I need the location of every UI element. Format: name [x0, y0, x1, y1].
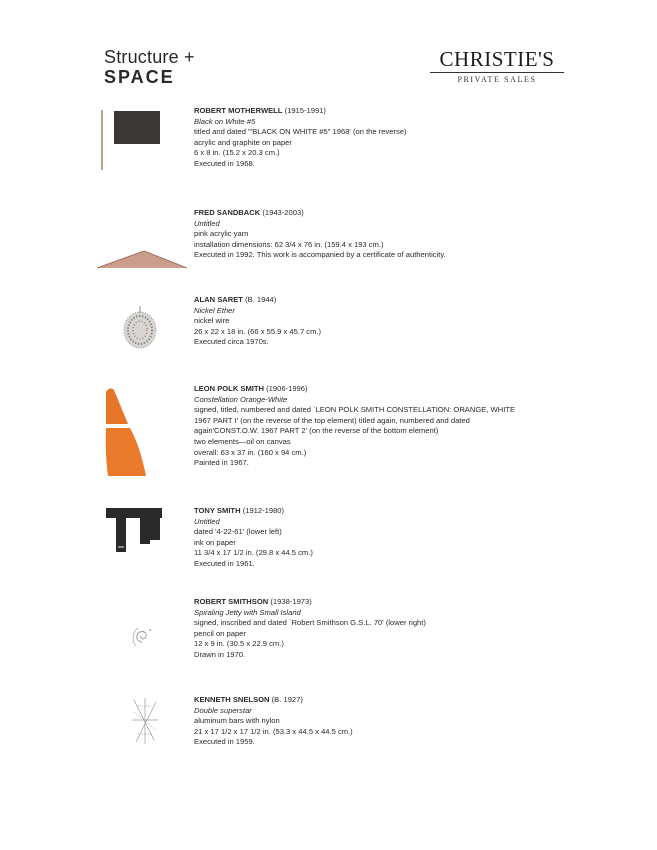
- detail-line: Drawn in 1970.: [194, 649, 246, 659]
- detail-line: signed, inscribed and dated `Robert Smithson G.S.L. 70' (lower right): [194, 618, 426, 628]
- artist-dates: (1915-1991): [284, 106, 326, 115]
- detail-line: Executed in 1961.: [194, 558, 255, 568]
- saret-artwork-thumbnail: [118, 302, 162, 354]
- polk-smith-artwork-thumbnail: [104, 384, 150, 482]
- artwork-title: Black on White #5: [194, 116, 256, 126]
- logo-rule: [430, 72, 564, 73]
- lot-saret: [194, 295, 524, 348]
- artist-name: LEON POLK SMITH: [194, 384, 265, 393]
- detail-line: dated '4-22-61' (lower left): [194, 527, 282, 537]
- lot-snelson: [194, 695, 524, 748]
- smithson-artwork-thumbnail: [126, 620, 158, 652]
- artist-name: ALAN SARET: [194, 295, 243, 304]
- detail-line: Painted in 1967.: [194, 458, 249, 468]
- lot-sandback: [194, 208, 524, 261]
- brand-line1: Structure +: [104, 47, 195, 67]
- lot-motherwell: [194, 106, 524, 170]
- detail-line: two elements—oil on canvas: [194, 436, 291, 446]
- detail-line: 1967 PART I' (on the reverse of the top element) titled again, numbered and dated: [194, 415, 470, 425]
- brand-line2: SPACE: [104, 67, 175, 87]
- artist-name: ROBERT MOTHERWELL: [194, 106, 283, 115]
- private-sales-label: PRIVATE SALES: [457, 75, 537, 84]
- detail-line: 21 x 17 1/2 x 17 1/2 in. (53.3 x 44.5 x 44.5 cm.): [194, 726, 353, 736]
- detail-line: 26 x 22 x 18 in. (66 x 55.9 x 45.7 cm.): [194, 326, 322, 336]
- lot-smithson: [194, 597, 524, 661]
- artist-name: FRED SANDBACK: [194, 208, 261, 217]
- detail-line: pink acrylic yarn: [194, 229, 249, 239]
- structure-space-logo: [104, 48, 195, 87]
- detail-line: 6 x 8 in. (15.2 x 20.3 cm.): [194, 148, 280, 158]
- motherwell-artwork-thumbnail: [100, 108, 166, 172]
- detail-line: pencil on paper: [194, 628, 246, 638]
- artwork-title: Double superstar: [194, 705, 252, 715]
- artist-dates: (B. 1944): [245, 295, 277, 304]
- detail-line: 11 3/4 x 17 1/2 in. (29.8 x 44.5 cm.): [194, 548, 313, 558]
- detail-line: titled and dated '"BLACK ON WHITE #5" 1968' (on the reverse): [194, 127, 407, 137]
- snelson-artwork-thumbnail: [128, 696, 162, 748]
- artwork-title: Nickel Ether: [194, 305, 235, 315]
- detail-line: Executed in 1968.: [194, 158, 255, 168]
- detail-line: Executed circa 1970s.: [194, 337, 269, 347]
- lot-polk-smith: [194, 384, 524, 469]
- detail-line: installation dimensions: 62 3/4 x 76 in. (159.4 x 193 cm.): [194, 239, 384, 249]
- artist-dates: (1912-1980): [242, 506, 285, 515]
- lot-tony-smith: [194, 506, 524, 570]
- artist-dates: (1938-1973): [270, 597, 312, 606]
- artist-dates: (1906-1996): [266, 384, 308, 393]
- artwork-title: Spiraling Jetty with Small Island: [194, 607, 301, 617]
- artist-name: KENNETH SNELSON: [194, 695, 270, 704]
- artist-name: TONY SMITH: [194, 506, 241, 515]
- artwork-title: Constellation Orange-White: [194, 394, 288, 404]
- artwork-title: Untitled: [194, 516, 220, 526]
- artist-dates: (B. 1927): [271, 695, 303, 704]
- detail-line: again'CONST.O.W. 1967 PART 2' (on the reverse of the bottom element): [194, 426, 439, 436]
- detail-line: nickel wire: [194, 316, 230, 326]
- detail-line: overall: 63 x 37 in. (160 x 94 cm.): [194, 447, 307, 457]
- sandback-artwork-thumbnail: [96, 248, 188, 270]
- detail-line: Executed in 1992. This work is accompanied by a certificate of authenticity.: [194, 250, 446, 260]
- christies-logo: [424, 48, 570, 84]
- christies-wordmark: CHRISTIE'S: [439, 47, 555, 71]
- detail-line: ink on paper: [194, 537, 236, 547]
- detail-line: Executed in 1959.: [194, 737, 255, 747]
- detail-line: signed, titled, numbered and dated `LEON POLK SMITH CONSTELLATION: ORANGE, WHITE: [194, 405, 516, 415]
- tony-smith-artwork-thumbnail: [104, 506, 166, 556]
- detail-line: 12 x 9 in. (30.5 x 22.9 cm.): [194, 639, 284, 649]
- detail-line: aluminum bars with nylon: [194, 716, 280, 726]
- artist-dates: (1943-2003): [262, 208, 304, 217]
- artist-name: ROBERT SMITHSON: [194, 597, 269, 606]
- artwork-title: Untitled: [194, 218, 220, 228]
- detail-line: acrylic and graphite on paper: [194, 137, 292, 147]
